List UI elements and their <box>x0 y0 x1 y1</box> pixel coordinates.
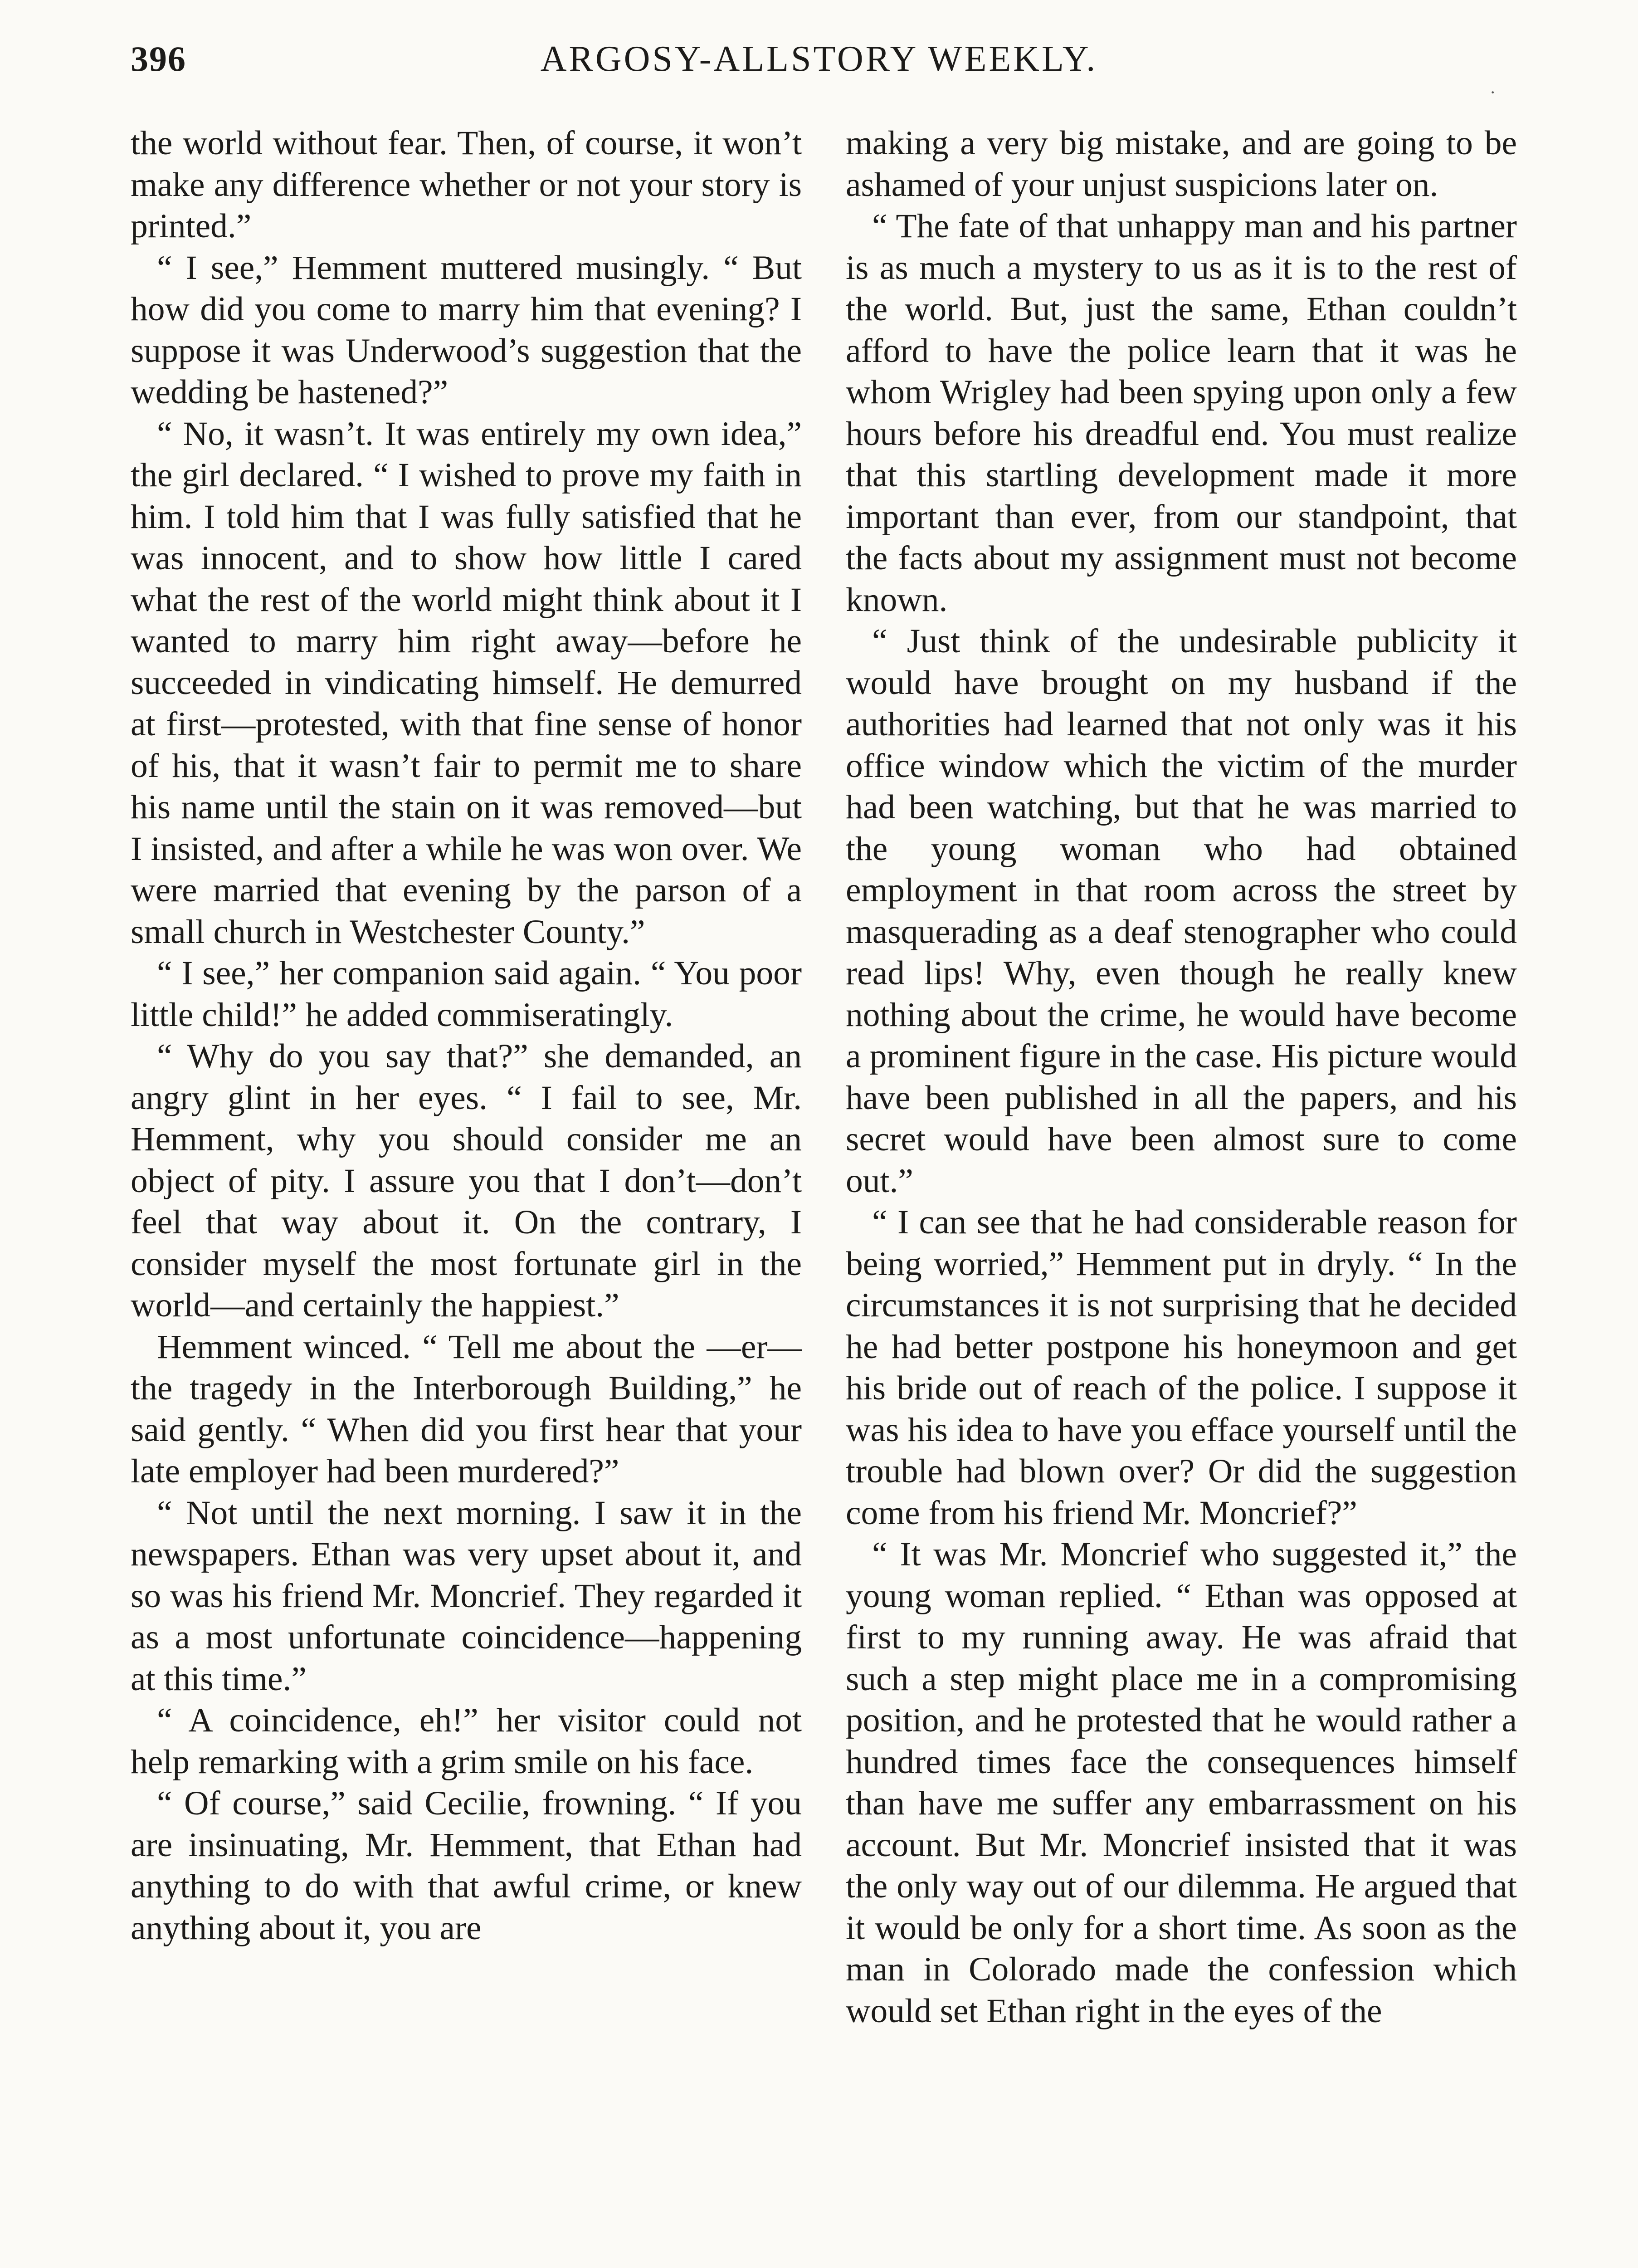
paragraph: Hemment winced. “ Tell me about the —er—the tragedy in the Interborough Building,” he said gently. “ When did you first hear that your late employer had been murdered?” <box>131 1328 802 1490</box>
left-column <box>131 122 802 1949</box>
paragraph: “ I can see that he had considerable reason for being worried,” Hemment put in dryly. “ In the circumstances it is not surprising that he decided he had better postpone his honeymoon and get his bride out of reach of the police. I suppose it was his idea to have you efface yourself until the trouble had blown over? Or did the suggestion come from his friend Mr. Moncrief?” <box>846 1203 1517 1532</box>
running-head: ARGOSY-ALLSTORY WEEKLY. <box>540 39 1098 79</box>
paragraph: “ A coincidence, eh!” her visitor could not help remarking with a grim smile on his face. <box>131 1701 802 1781</box>
paragraph: “ I see,” her companion said again. “ You poor little child!” he added commiseratingly. <box>131 954 802 1034</box>
paragraph: making a very big mistake, and are going to be ashamed of your unjust suspicions later on. <box>846 124 1517 204</box>
paragraph: “ I see,” Hemment muttered musingly. “ But how did you come to marry him that evening? I suppose it was Underwood’s suggestion that the wedding be hastened?” <box>131 249 802 411</box>
paragraph: “ It was Mr. Moncrief who suggested it,” the young woman replied. “ Ethan was opposed at first to my running away. He was afraid that such a step might place me in a compromising position, and he protested that he would rather a hundred times face the consequences himself than have me suffer any embarrassment on his account. But Mr. Moncrief insisted that it was the only way out of our dilemma. He argued that it would be only for a short time. As soon as the man in Colorado made the confession which would set Ethan right in the eyes of the <box>846 1535 1517 2030</box>
paragraph: “ No, it wasn’t. It was entirely my own idea,” the girl declared. “ I wished to prove my faith in him. I told him that I was fully satisfied that he was innocent, and to show how little I cared what the rest of the world might think about it I wanted to marry him right away—before he succeeded in vindicating himself. He demurred at first—protested, with that fine sense of honor of his, that it wasn’t fair to permit me to share his name until the stain on it was removed—but I insisted, and after a while he was won over. We were married that evening by the parson of a small church in Westchester County.” <box>131 415 802 951</box>
paragraph: “ Not until the next morning. I saw it in the newspapers. Ethan was very upset about it, and so was his friend Mr. Moncrief. They regarded it as a most unfortunate coincidence—happening at this time.” <box>131 1494 802 1698</box>
paragraph: the world without fear. Then, of course, it won’t make any difference whether or not your story is printed.” <box>131 124 802 245</box>
paragraph: “ The fate of that unhappy man and his partner is as much a mystery to us as it is to the rest of the world. But, just the same, Ethan couldn’t afford to have the police learn that it was he whom Wrigley had been spying upon only a few hours before his dreadful end. You must realize that this startling development made it more important than ever, from our standpoint, that the facts about my assignment must not become known. <box>846 207 1517 619</box>
paragraph: “ Just think of the undesirable publicity it would have brought on my husband if the authorities had learned that not only was it his office window which the victim of the murder had been watching, but that he was married to the young woman who had obtained employment in that room across the street by masquerading as a deaf stenographer who could read lips! Why, even though he really knew nothing about the crime, he would have become a prominent figure in the case. His picture would have been published in all the papers, and his secret would have been almost sure to come out.” <box>846 622 1517 1200</box>
paragraph: “ Of course,” said Cecilie, frowning. “ If you are insinuating, Mr. Hemment, that Ethan had anything to do with that awful crime, or knew anything about it, you are <box>131 1784 802 1947</box>
paragraph: “ Why do you say that?” she demanded, an angry glint in her eyes. “ I fail to see, Mr. Hemment, why you should consider me an object of pity. I assure you that I don’t—don’t feel that way about it. On the contrary, I consider myself the most fortunate girl in the world—and certainly the happiest.” <box>131 1037 802 1324</box>
right-column <box>846 122 1517 2032</box>
header-mark: · <box>1490 82 1496 103</box>
page-number: 396 <box>131 39 186 78</box>
page-header <box>0 39 1638 102</box>
